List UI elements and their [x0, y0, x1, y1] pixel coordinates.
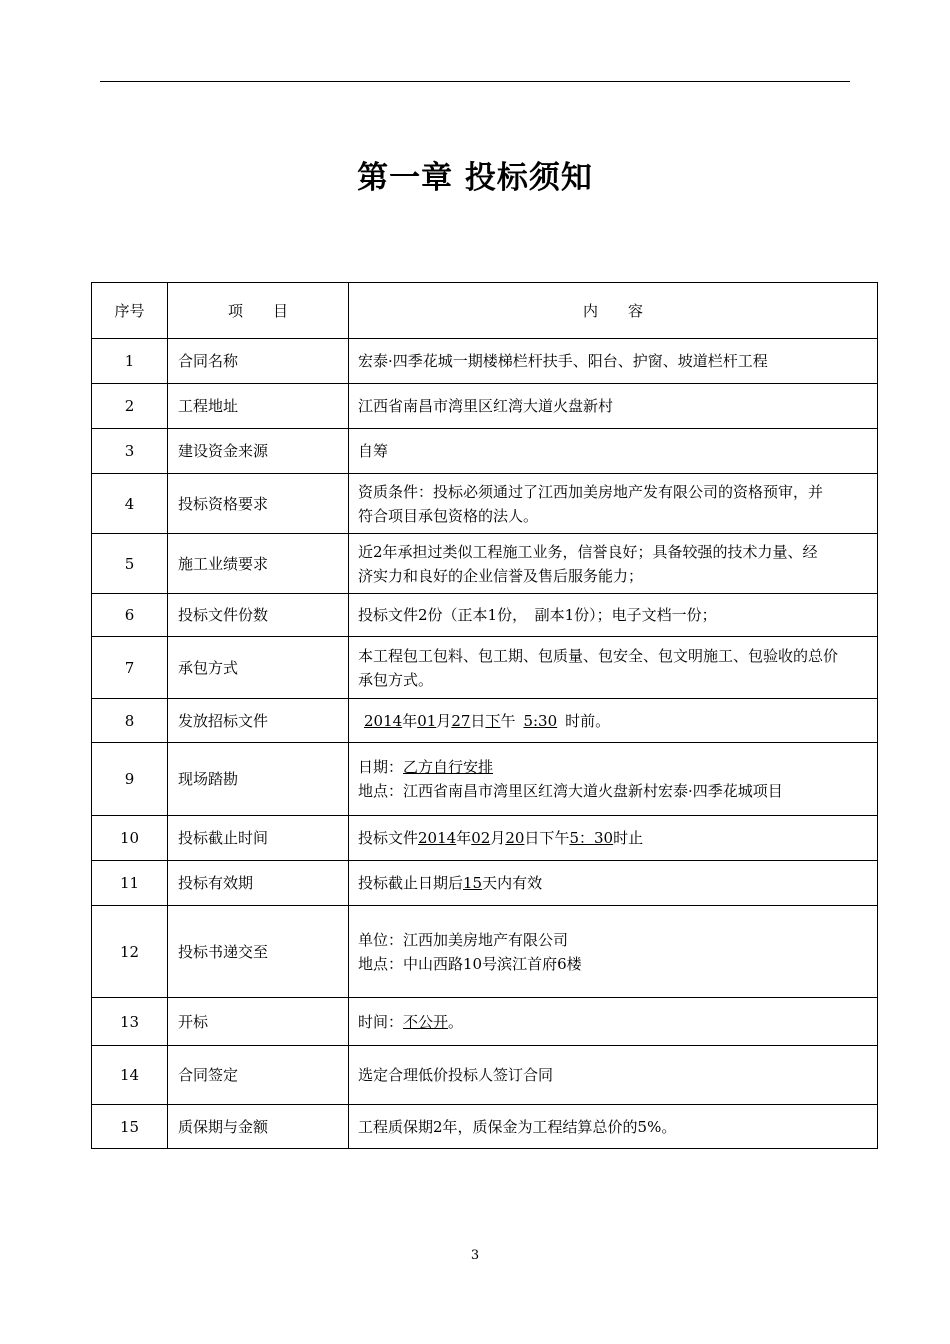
month-label: 月	[490, 829, 506, 847]
year-label: 年	[456, 829, 472, 847]
issue-suffix: 时前。	[565, 711, 611, 730]
row-content	[349, 534, 878, 594]
content-line: 资质条件：投标必须通过了江西加美房地产发有限公司的资格预审，并	[358, 482, 824, 501]
content-line	[358, 755, 871, 779]
row-no: 4	[92, 474, 168, 534]
content-line: 济实力和良好的企业信誉及售后服务能力；	[358, 566, 644, 585]
table-row	[92, 743, 878, 816]
row-item: 投标书递交至	[168, 906, 349, 998]
validity-days: 15	[463, 874, 483, 892]
content-line: 地点：中山西路10号滨江首府6楼	[358, 954, 582, 973]
opening-time-label: 时间：	[358, 1012, 404, 1031]
table-row	[92, 998, 878, 1046]
month-label: 月	[436, 711, 452, 730]
row-item: 开标	[168, 998, 349, 1046]
deadline-prefix: 投标文件	[358, 829, 419, 847]
content-line: 本工程包工包料、包工期、包质量、包安全、包文明施工、包验收的总价	[358, 646, 839, 665]
row-content: 江西省南昌市湾里区红湾大道火盘新村	[349, 384, 878, 429]
row-no: 6	[92, 594, 168, 637]
row-item: 投标文件份数	[168, 594, 349, 637]
deadline-time: 5：30	[569, 829, 614, 847]
row-content	[349, 637, 878, 699]
row-no: 3	[92, 429, 168, 474]
row-no: 10	[92, 816, 168, 861]
page-number: 3	[470, 1248, 480, 1263]
row-item: 承包方式	[168, 637, 349, 699]
deadline-year: 2014	[418, 829, 457, 847]
year-label: 年	[402, 711, 418, 730]
row-item: 投标资格要求	[168, 474, 349, 534]
row-item: 工程地址	[168, 384, 349, 429]
opening-time-value: 不公开	[403, 1012, 449, 1031]
table-row	[92, 534, 878, 594]
row-item: 合同名称	[168, 339, 349, 384]
wu-label: 午	[500, 711, 516, 730]
issue-day: 27	[451, 711, 471, 730]
row-content	[349, 816, 878, 861]
row-content: 宏泰·四季花城一期楼梯栏杆扶手、阳台、护窗、坡道栏杆工程	[349, 339, 878, 384]
row-no: 9	[92, 743, 168, 816]
row-item: 建设资金来源	[168, 429, 349, 474]
header-content: 内 容	[349, 283, 878, 339]
deadline-suffix: 时止	[613, 829, 644, 847]
table-row	[92, 384, 878, 429]
row-content: 自筹	[349, 429, 878, 474]
row-no: 11	[92, 861, 168, 906]
deadline-month: 02	[471, 829, 491, 847]
row-item: 发放招标文件	[168, 699, 349, 743]
table-row	[92, 816, 878, 861]
content-line: 单位：江西加美房地产有限公司	[358, 930, 569, 949]
table-row	[92, 861, 878, 906]
table-row	[92, 699, 878, 743]
content-line: 地点：江西省南昌市湾里区红湾大道火盘新村宏泰·四季花城项目	[358, 782, 783, 800]
row-no: 2	[92, 384, 168, 429]
opening-suffix: 。	[448, 1012, 464, 1031]
table-row	[92, 637, 878, 699]
chapter-title: 第一章 投标须知	[357, 160, 593, 196]
row-content	[349, 998, 878, 1046]
row-content	[349, 474, 878, 534]
row-no: 13	[92, 998, 168, 1046]
issue-year: 2014	[364, 711, 403, 730]
header-item: 项 目	[168, 283, 349, 339]
content-line: 符合项目承包资格的法人。	[358, 506, 539, 525]
header-rule	[100, 81, 850, 82]
row-no: 5	[92, 534, 168, 594]
row-no: 14	[92, 1046, 168, 1105]
table-header-row	[92, 283, 878, 339]
row-content	[349, 699, 878, 743]
deadline-mid: 日下午	[524, 829, 570, 847]
table-row	[92, 339, 878, 384]
date-label: 日期：	[358, 758, 404, 776]
row-item: 合同签定	[168, 1046, 349, 1105]
row-content: 选定合理低价投标人签订合同	[349, 1046, 878, 1105]
row-no: 15	[92, 1105, 168, 1149]
row-no: 12	[92, 906, 168, 998]
validity-suffix: 天内有效	[482, 874, 543, 892]
row-no: 1	[92, 339, 168, 384]
table-row	[92, 594, 878, 637]
header-no: 序号	[92, 283, 168, 339]
day-label: 日	[470, 711, 486, 730]
row-content: 工程质保期2年，质保金为工程结算总价的5%。	[349, 1105, 878, 1149]
row-item: 投标有效期	[168, 861, 349, 906]
content-line: 近2年承担过类似工程施工业务，信誉良好；具备较强的技术力量、经	[358, 542, 818, 561]
issue-time: 5:30	[523, 711, 558, 730]
row-content	[349, 743, 878, 816]
row-content	[349, 906, 878, 998]
row-item: 质保期与金额	[168, 1105, 349, 1149]
table-row	[92, 474, 878, 534]
row-item: 施工业绩要求	[168, 534, 349, 594]
row-content: 投标文件2份（正本1份， 副本1份）；电子文档一份；	[349, 594, 878, 637]
date-value: 乙方自行安排	[403, 758, 494, 776]
table-row	[92, 1046, 878, 1105]
bidding-info-table	[91, 282, 878, 1149]
table-row	[92, 906, 878, 998]
row-no: 7	[92, 637, 168, 699]
row-item: 投标截止时间	[168, 816, 349, 861]
table-row	[92, 429, 878, 474]
content-line: 承包方式。	[358, 670, 434, 689]
deadline-day: 20	[505, 829, 525, 847]
table-row	[92, 1105, 878, 1149]
row-content	[349, 861, 878, 906]
row-no: 8	[92, 699, 168, 743]
issue-ampm: 下	[485, 711, 501, 730]
validity-prefix: 投标截止日期后	[358, 874, 464, 892]
issue-month: 01	[417, 711, 437, 730]
row-item: 现场踏勘	[168, 743, 349, 816]
